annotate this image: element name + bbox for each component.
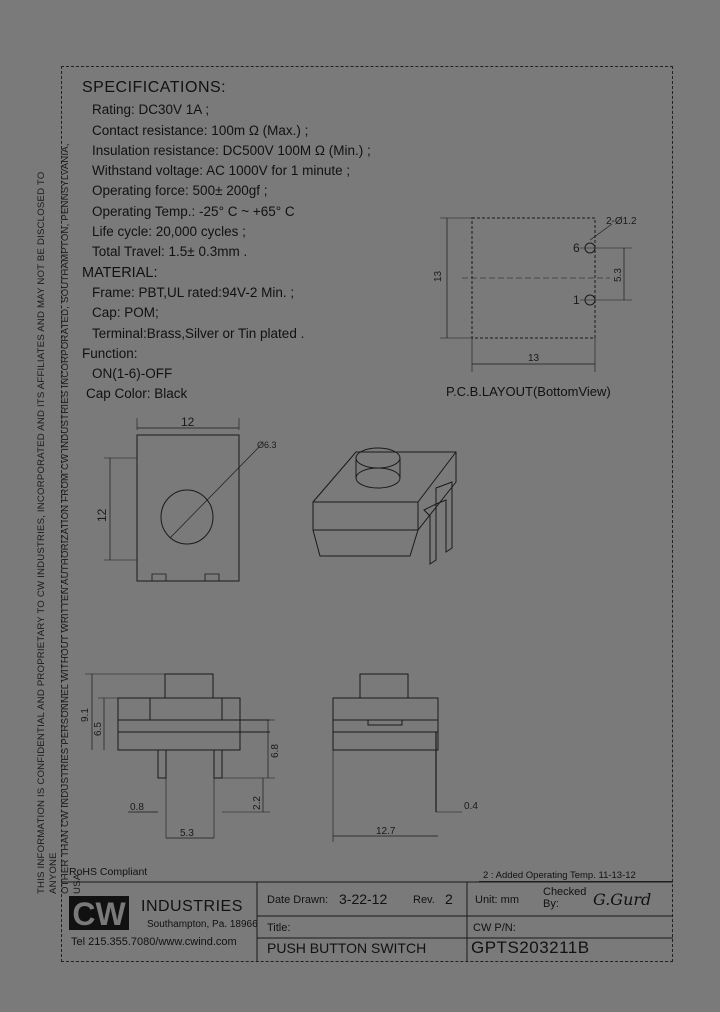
logo-text: CW (72, 896, 126, 932)
front-dim-pin-low: 2.2 (252, 796, 263, 810)
title-value: PUSH BUTTON SWITCH (267, 940, 427, 956)
front-dim-total: 9.1 (80, 708, 91, 722)
company-city: Southampton, Pa. 18966 (147, 919, 258, 930)
front-dim-pin: 6.8 (270, 744, 281, 758)
spec-line: Total Travel: 1.5± 0.3mm . (92, 244, 248, 260)
pcb-dim-pitch: 5.3 (613, 268, 624, 282)
front-dim-pitch: 5.3 (180, 828, 194, 839)
company-contact: Tel 215.355.7080/www.cwind.com (71, 936, 237, 948)
material-line: Terminal:Brass,Silver or Tin plated . (92, 325, 305, 341)
side-dim-length: 12.7 (376, 826, 396, 837)
company-name: INDUSTRIES (141, 898, 243, 915)
spec-line: Contact resistance: 100m Ω (Max.) ; (92, 122, 309, 138)
date-label: Date Drawn: (267, 894, 329, 906)
pin-6-label: 6 (573, 241, 580, 255)
side-dim-thickness: 0.4 (464, 801, 478, 812)
spec-line: Operating Temp.: -25° C ~ +65° C (92, 203, 295, 219)
title-label: Title: (267, 922, 291, 934)
top-dim-height: 12 (95, 508, 109, 522)
isometric-view (313, 448, 456, 564)
pcb-layout-diagram (433, 216, 637, 372)
spec-line: Withstand voltage: AC 1000V for 1 minute ; (92, 163, 351, 179)
title-block (61, 866, 673, 962)
cap-diameter: Ø6.3 (257, 440, 277, 450)
checked-signature: G.Gurd (593, 890, 652, 909)
cap-color: Cap Color: Black (86, 386, 188, 402)
side-view-diagram (333, 674, 478, 842)
rev-label: Rev. (413, 894, 435, 906)
pcb-dim-width: 13 (528, 353, 540, 364)
confidentiality-note: THIS INFORMATION IS CONFIDENTIAL AND PROPRIETARY TO CW INDUSTRIES, INCORPORATED AND ITS AFFILIATES AND MAY NOT BE DISCLOSED TO ANYONE OTHER THAN CW INDUSTRIES PERSONNEL WITHOUT WRITTEN AUTHORIZATION FROM CW INDUSTRIES INCORPORATED, SOUTHAMPTON, PENNSYLVANIA, USA (36, 143, 83, 894)
date-value: 3-22-12 (339, 891, 388, 907)
unit-label: Unit: mm (475, 894, 519, 906)
material-heading: MATERIAL: (82, 264, 158, 281)
pcb-dim-height: 13 (433, 270, 444, 282)
function-line: ON(1-6)-OFF (92, 366, 173, 382)
pcb-hole-dim: 2-Ø1.2 (606, 216, 637, 227)
spec-line: Life cycle: 20,000 cycles ; (92, 224, 246, 240)
top-view-diagram (95, 415, 277, 581)
front-view-diagram (80, 674, 281, 839)
material-line: Cap: POM; (92, 305, 159, 321)
cw-logo (69, 894, 129, 932)
function-heading: Function: (82, 345, 138, 361)
rohs-label: RoHS Compliant (69, 866, 148, 878)
revision-note: 2 : Added Operating Temp. 11-13-12 (479, 870, 673, 882)
part-number-label: CW P/N: (473, 922, 516, 934)
spec-line: Insulation resistance: DC500V 100M Ω (Min.) ; (92, 142, 371, 158)
front-dim-pin-width: 0.8 (130, 802, 144, 813)
spec-line: Rating: DC30V 1A ; (92, 102, 210, 118)
pin-1-label: 1 (573, 293, 580, 307)
pcb-layout-caption: P.C.B.LAYOUT(BottomView) (446, 384, 611, 399)
checked-label: Checked By: (543, 886, 587, 910)
material-line: Frame: PBT,UL rated:94V-2 Min. ; (92, 284, 295, 300)
specifications-heading: SPECIFICATIONS: (82, 79, 227, 96)
front-dim-body: 6.5 (93, 722, 104, 736)
part-number-value: GPTS203211B (471, 938, 590, 957)
rev-value: 2 (445, 891, 453, 907)
top-dim-width: 12 (181, 415, 195, 429)
spec-line: Operating force: 500± 200gf ; (92, 183, 268, 199)
